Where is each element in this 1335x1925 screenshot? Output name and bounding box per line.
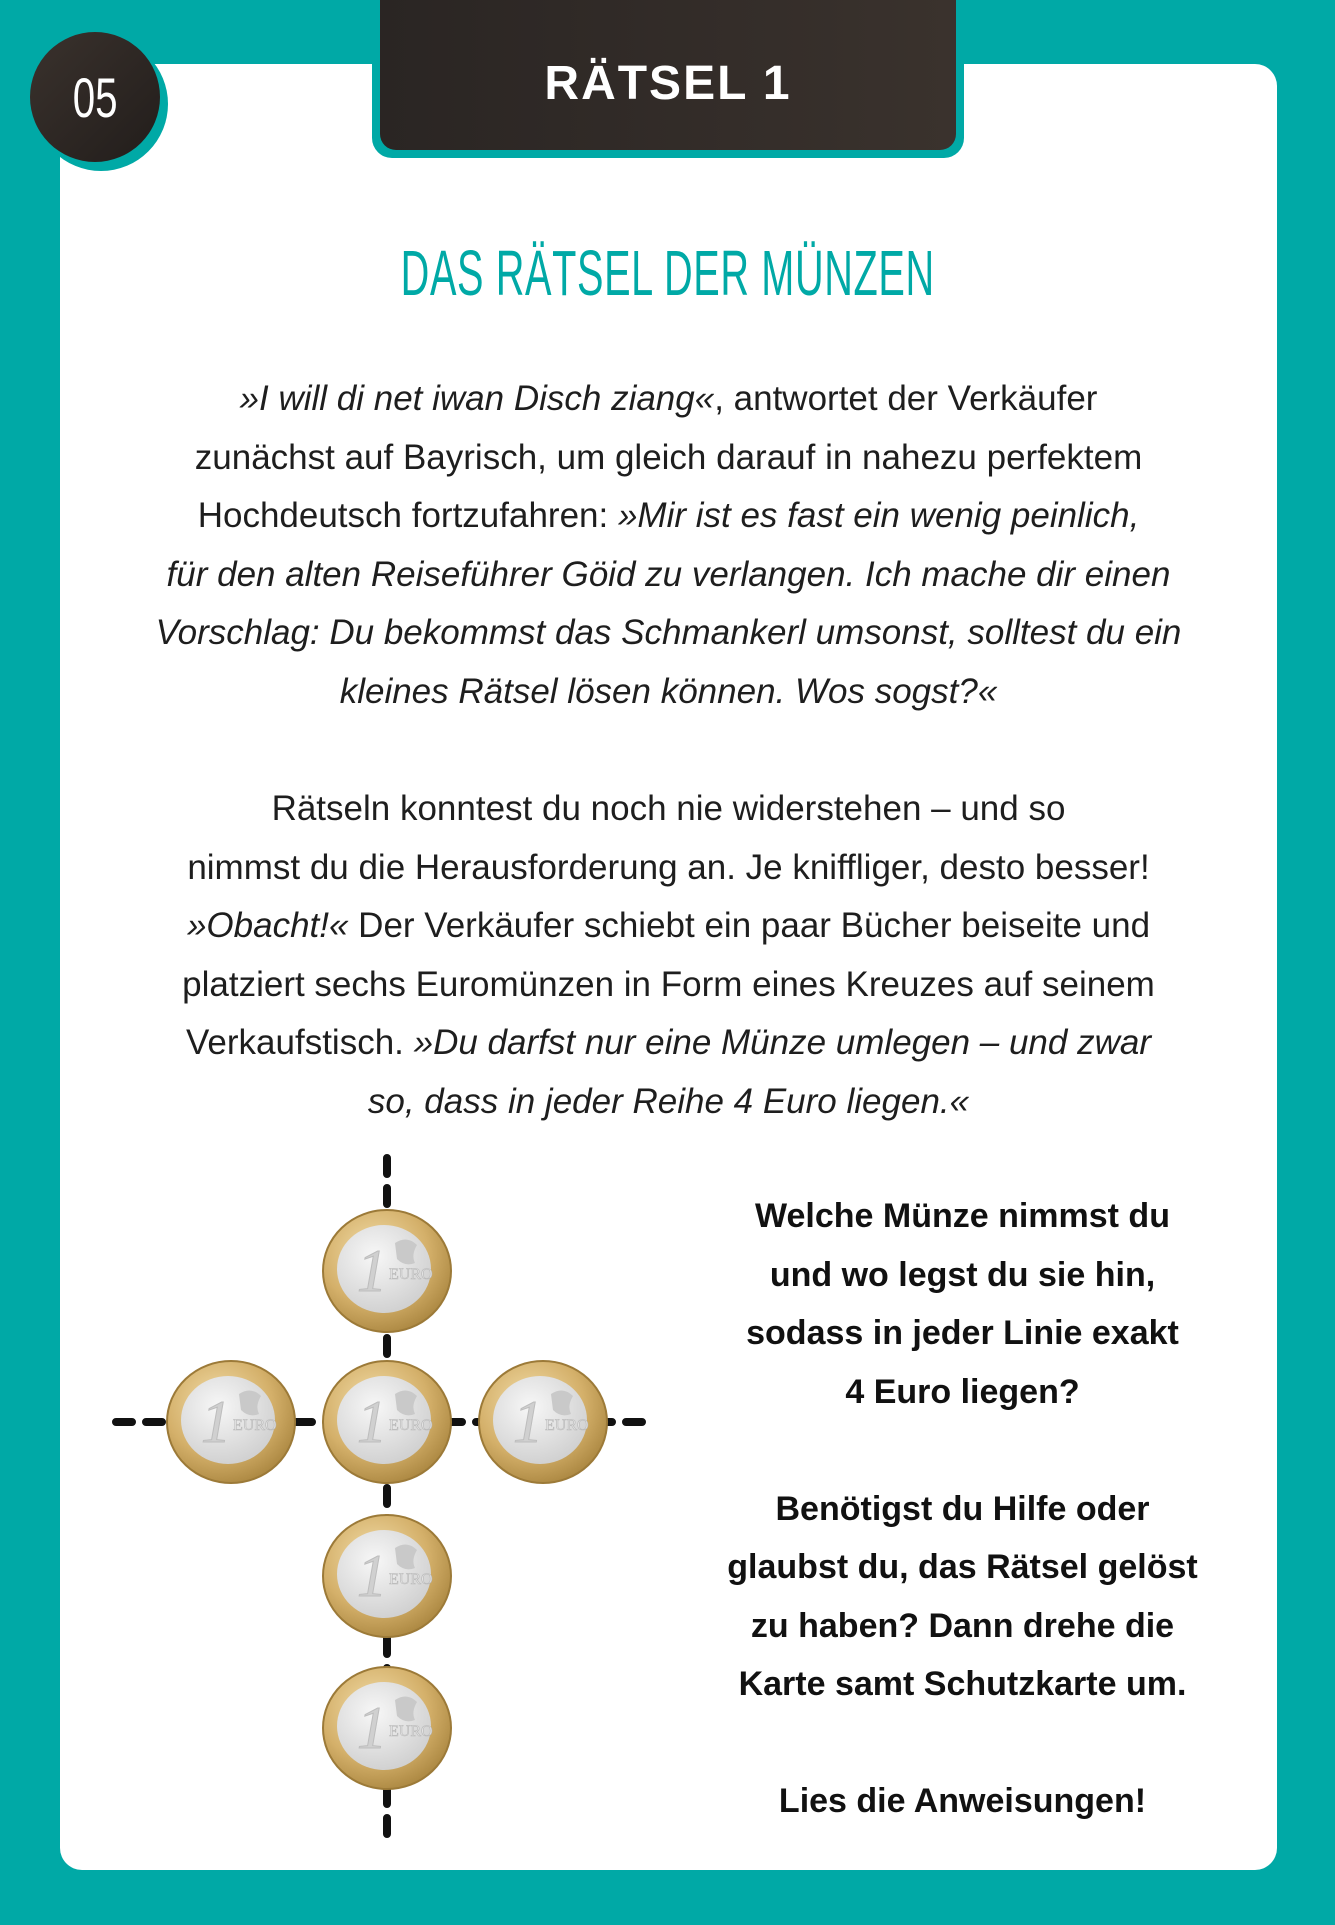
- quote-text: »Obacht!«: [186, 906, 349, 945]
- instruction-line: Welche Münze nimmst du: [755, 1197, 1170, 1235]
- euro-coin[interactable]: [323, 1361, 451, 1483]
- instruction-line: [680, 1421, 1245, 1480]
- instruction-line: Lies die Anweisungen!: [778, 1782, 1147, 1820]
- instruction-line: [680, 1714, 1245, 1773]
- tab-title: RÄTSEL 1: [544, 56, 792, 110]
- coin-value: 1: [357, 1238, 387, 1304]
- narration-text: Hochdeutsch fortzufahren:: [197, 496, 618, 535]
- coin-value: 1: [357, 1695, 387, 1761]
- coin-currency: EURO: [389, 1417, 433, 1434]
- coin-currency: EURO: [389, 1571, 433, 1588]
- euro-coin[interactable]: [167, 1361, 295, 1483]
- narration-text: zunächst auf Bayrisch, um gleich darauf in nahezu perfektem: [194, 437, 1143, 477]
- quote-text: Vorschlag: Du bekommst das Schmankerl umsonst, solltest du ein: [155, 613, 1182, 652]
- instruction-line: sodass in jeder Linie exakt: [746, 1314, 1179, 1352]
- card-number: 05: [72, 65, 118, 129]
- instruction-line: glaubst du, das Rätsel gelöst: [727, 1548, 1198, 1586]
- puzzle-heading: DAS RÄTSEL DER MÜNZEN: [400, 237, 935, 309]
- euro-coin[interactable]: [323, 1210, 451, 1332]
- instruction-line: Benötigst du Hilfe oder: [775, 1489, 1150, 1528]
- instruction-line: Karte samt Schutzkarte um.: [738, 1665, 1187, 1703]
- coin-currency: EURO: [389, 1266, 433, 1283]
- quote-text: für den alten Reiseführer Göid zu verlangen. Ich mache dir einen: [166, 554, 1171, 594]
- euro-coin[interactable]: [479, 1361, 607, 1483]
- quote-text: so, dass in jeder Reihe 4 Euro liegen.«: [367, 1081, 970, 1121]
- euro-coin[interactable]: [323, 1667, 451, 1789]
- narration-text: Rätseln konntest du noch nie widerstehen – und so: [271, 789, 1066, 828]
- narration-text: , antwortet der Verkäufer: [714, 379, 1098, 418]
- coin-value: 1: [357, 1389, 387, 1455]
- narration-text: platziert sechs Euromünzen in Form eines Kreuzes auf seinem: [182, 964, 1155, 1004]
- coin-value: 1: [357, 1543, 387, 1609]
- instructions-text: [680, 1187, 1245, 1831]
- narration-text: nimmst du die Herausforderung an. Je kniffliger, desto besser!: [187, 847, 1150, 887]
- coin-currency: EURO: [545, 1417, 589, 1434]
- coin-value: 1: [201, 1389, 231, 1455]
- coin-value: 1: [513, 1389, 543, 1455]
- quote-text: »I will di net iwan Disch ziang«: [239, 379, 715, 418]
- quote-text: »Mir ist es fast ein wenig peinlich,: [617, 496, 1140, 535]
- narration-text: Der Verkäufer schiebt ein paar Bücher beiseite und: [348, 906, 1151, 945]
- quote-text: kleines Rätsel lösen können. Wos sogst?«: [339, 671, 998, 711]
- euro-coin[interactable]: [323, 1515, 451, 1637]
- narration-text: Verkaufstisch.: [186, 1023, 414, 1062]
- instruction-line: und wo legst du sie hin,: [769, 1255, 1156, 1294]
- quote-text: »Du darfst nur eine Münze umlegen – und zwar: [413, 1023, 1151, 1062]
- coin-currency: EURO: [233, 1417, 277, 1434]
- coin-currency: EURO: [389, 1723, 433, 1740]
- instruction-line: 4 Euro liegen?: [845, 1372, 1080, 1411]
- instruction-line: zu haben? Dann drehe die: [750, 1606, 1175, 1645]
